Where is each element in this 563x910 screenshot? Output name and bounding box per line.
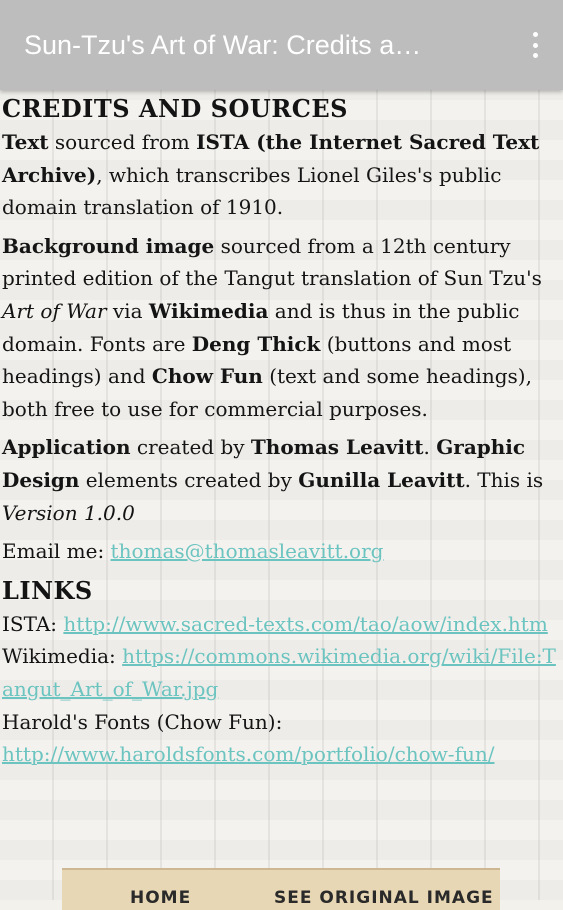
wikimedia-link[interactable]: https://commons.wikimedia.org/wiki/File:Tangut_Art_of_War.jpg <box>2 644 556 701</box>
text-span: . <box>423 435 437 460</box>
text-span: elements created by <box>79 467 299 492</box>
text-span: created by <box>130 435 251 460</box>
menu-dot <box>533 53 538 58</box>
text-source-paragraph <box>2 126 558 224</box>
deng-thick-label: Deng Thick <box>191 331 321 356</box>
application-label: Application <box>2 435 131 460</box>
text-span: via <box>106 298 149 323</box>
fonts-link[interactable]: http://www.haroldsfonts.com/portfolio/chow-fun/ <box>2 742 495 767</box>
email-label: Email me: <box>2 539 111 564</box>
links-heading: LINKS <box>2 575 93 605</box>
background-source-paragraph <box>2 230 558 426</box>
email-paragraph <box>2 535 558 568</box>
author-name: Thomas Leavitt <box>250 435 424 460</box>
text-span: sourced from <box>48 130 197 154</box>
app-title: Sun-Tzu's Art of War: Credits a… <box>24 30 422 60</box>
wikimedia-link-label: Wikimedia: <box>2 644 123 669</box>
text-span: . This is <box>464 467 544 492</box>
home-button[interactable]: HOME <box>130 888 192 908</box>
credits-heading: CREDITS AND SOURCES <box>2 94 348 123</box>
menu-dot <box>533 43 538 48</box>
text-span: , which transcribes Lionel Giles's public domain translation of 1910. <box>2 162 502 220</box>
graphic-design-label: Graphic Design <box>2 435 526 492</box>
text-span: sourced from a 12th century printed edition of the Tangut translation of Sun Tzu's <box>2 233 542 291</box>
see-original-image-button[interactable]: SEE ORIGINAL IMAGE <box>274 888 494 908</box>
application-credit-paragraph <box>2 431 558 529</box>
wikimedia-link-row <box>2 640 558 705</box>
menu-dot <box>533 32 538 37</box>
art-of-war-title: Art of War <box>2 298 107 323</box>
designer-name: Gunilla Leavitt <box>298 467 465 492</box>
text-span: (buttons and most headings) and <box>2 331 512 389</box>
ista-link-row <box>2 608 558 641</box>
chow-fun-label: Chow Fun <box>151 364 263 389</box>
app-bar <box>0 0 563 90</box>
credits-content <box>2 92 558 771</box>
ista-link[interactable]: http://www.sacred-texts.com/tao/aow/index.htm <box>63 611 548 636</box>
fonts-link-row <box>2 706 558 771</box>
background-image-label: Background image <box>2 233 215 258</box>
ista-link-label: ISTA: <box>2 611 64 636</box>
text-span: (text and some headings), both free to use for commercial purposes. <box>2 364 532 421</box>
email-link[interactable]: thomas@thomasleavitt.org <box>110 539 384 564</box>
wikimedia-label: Wikimedia <box>148 298 269 323</box>
more-vert-icon[interactable] <box>521 28 549 62</box>
bottom-nav-bar <box>62 868 500 910</box>
text-label: Text <box>2 130 49 154</box>
text-span: and is thus in the public domain. Fonts are <box>2 298 520 356</box>
version-text: Version 1.0.0 <box>2 500 135 525</box>
ista-label: ISTA (the Internet Sacred Text Archive) <box>2 130 540 187</box>
fonts-link-label: Harold's Fonts (Chow Fun): <box>2 709 283 734</box>
